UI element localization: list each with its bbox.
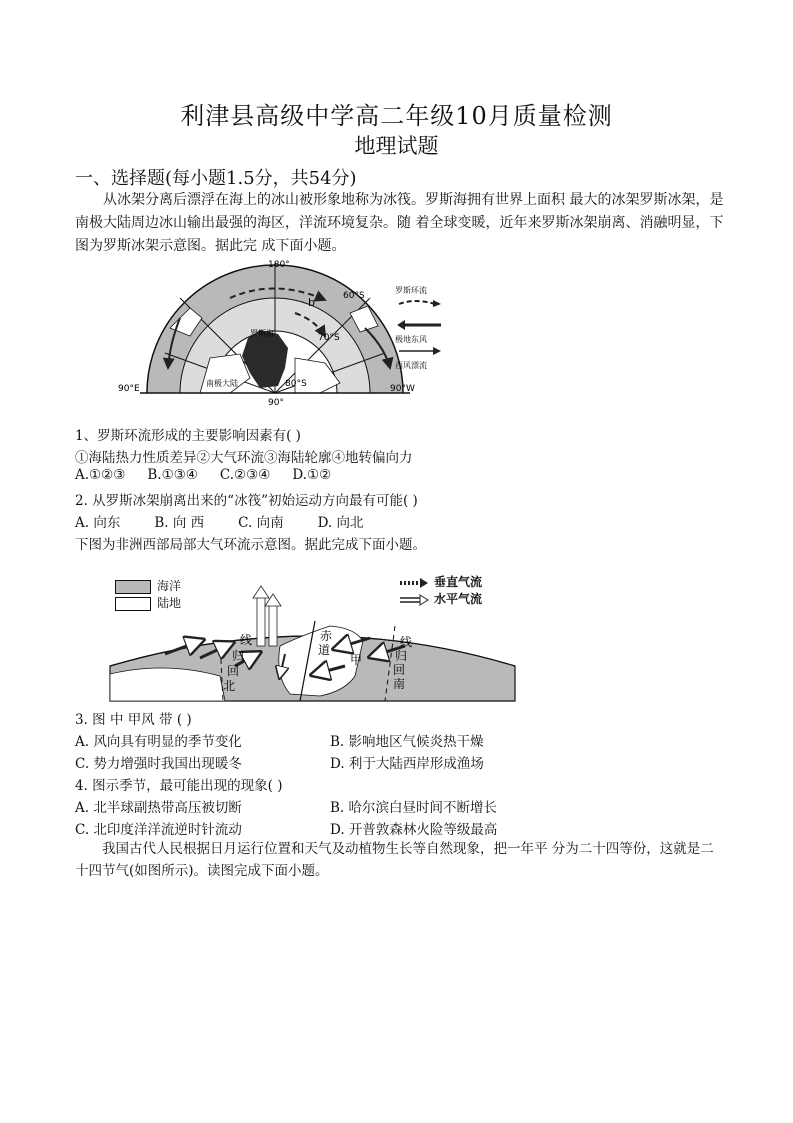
map1-legend [395, 285, 455, 371]
legend-westerly-drift-icon [395, 345, 445, 357]
map2-tropic-north-3: 回 [227, 664, 240, 678]
vertical-flow-icon [398, 577, 430, 589]
q1-factors: ①海陆热力性质差异②大气环流③海陆轮廓④地转偏向力 [75, 450, 413, 466]
map1-lat-80s: 80°S [285, 379, 307, 389]
map1-antarctica: 南极大陆 [206, 379, 238, 388]
map2-tropic-south-1: 线 [400, 635, 413, 649]
legend-ross-gyre-icon [395, 296, 445, 310]
q4-option-d[interactable]: D. 开普敦森林火险等级最高 [330, 822, 498, 838]
q1-option-c[interactable]: C.②③④ [219, 467, 271, 483]
map2-equator-2: 道 [318, 643, 331, 657]
legend-land-label: 陆地 [157, 596, 182, 610]
q4-row-cd [75, 818, 725, 838]
q2-options [75, 511, 364, 531]
q1-option-d[interactable]: D.①② [292, 467, 332, 483]
q2-option-a[interactable]: A. 向东 [75, 515, 121, 531]
legend-vertical-label: 垂直气流 [434, 575, 483, 589]
map2-tropic-north-2: 归 [232, 649, 245, 663]
q4-row-ab [75, 796, 725, 816]
legend-ross-gyre-label: 罗斯环流 [395, 286, 427, 295]
q3-option-d[interactable]: D. 利于大陆西岸形成渔场 [330, 756, 484, 772]
section-heading: 一、选择题(每小题1.5分，共54分) [75, 168, 357, 189]
legend-polar-east-label: 极地东风 [395, 335, 427, 344]
map2-legend-right [398, 574, 482, 608]
map1-ross-sea: 罗斯海 [250, 329, 274, 338]
q2-option-c[interactable]: C. 向南 [238, 515, 284, 531]
q3-option-b[interactable]: B. 影响地区气候炎热干燥 [330, 734, 484, 750]
legend-land-swatch [115, 597, 151, 611]
q3-option-a[interactable]: A. 风向具有明显的季节变化 [75, 734, 242, 750]
q1-options [75, 467, 331, 483]
map2-tropic-south-2: 归 [395, 649, 408, 663]
passage-ross-ice-shelf: 从冰架分离后漂浮在海上的冰山被形象地称为冰筏。罗斯海拥有世界上面积 最大的冰架罗斯冰架，是南极大陆周边冰山输出最强的海区，洋流环境复杂。随 着全球变暖，近年来罗斯冰架崩离、消融明显，下图为罗斯冰架示意图。据此完 成下面小题。 [75, 192, 724, 254]
map1-lon-90-bottom: 90° [268, 398, 284, 408]
q3-row-cd [75, 752, 725, 772]
map2-label-jia: 甲 [350, 653, 363, 667]
q1-stem: 1、罗斯环流形成的主要影响因素有( ) [75, 428, 301, 444]
legend-ocean-label: 海洋 [157, 579, 182, 593]
map1-lon-90e: 90°E [118, 384, 140, 394]
q3-row-ab [75, 730, 725, 750]
map1-lon-90w: 90°W [390, 384, 415, 394]
q4-stem: 4. 图示季节，最可能出现的现象( ) [75, 778, 283, 794]
map1-lat-60s: 60°S [343, 291, 365, 301]
map2-legend-left [115, 578, 181, 612]
map1-lon-180: 180° [268, 260, 290, 270]
map2-tropic-south-3: 回 [393, 663, 406, 677]
map1-lat-70s: 70°S [318, 333, 340, 343]
map2-tropic-north-1: 线 [240, 633, 253, 647]
map2-equator-1: 赤 [320, 629, 333, 643]
exam-title: 利津县高级中学高二年级10月质量检测 [180, 102, 613, 130]
passage-africa-circulation: 下图为非洲西部局部大气环流示意图。据此完成下面小题。 [75, 537, 426, 553]
q2-option-d[interactable]: D. 向北 [317, 515, 364, 531]
q3-option-c[interactable]: C. 势力增强时我国出现暖冬 [75, 756, 242, 772]
horizontal-flow-icon [398, 594, 430, 606]
q4-option-a[interactable]: A. 北半球副热带高压被切断 [75, 800, 242, 816]
exam-subject: 地理试题 [354, 134, 439, 158]
q1-option-b[interactable]: B.①③④ [147, 467, 198, 483]
passage-solar-terms: 我国古代人民根据日月运行位置和天气及动植物生长等自然现象，把一年平 分为二十四等份，这就是二十四节气(如图所示)。读图完成下面小题。 [75, 841, 714, 879]
map2-tropic-south-4: 南 [393, 677, 406, 691]
legend-horizontal-label: 水平气流 [434, 592, 483, 606]
map1-point-b: b [308, 296, 315, 309]
legend-westerly-drift-label: 西风漂流 [395, 361, 427, 370]
legend-polar-east-icon [395, 319, 445, 331]
q2-stem: 2. 从罗斯冰架崩离出来的“冰筏”初始运动方向最有可能( ) [75, 493, 418, 509]
q2-option-b[interactable]: B. 向 西 [154, 515, 205, 531]
legend-ocean-swatch [115, 580, 151, 594]
q4-option-b[interactable]: B. 哈尔滨白昼时间不断增长 [330, 800, 498, 816]
q4-option-c[interactable]: C. 北印度洋洋流逆时针流动 [75, 822, 242, 838]
map2-tropic-north-4: 北 [223, 679, 236, 693]
q3-stem: 3. 图 中 甲风 带 ( ) [75, 712, 192, 728]
q1-option-a[interactable]: A.①②③ [75, 467, 126, 483]
